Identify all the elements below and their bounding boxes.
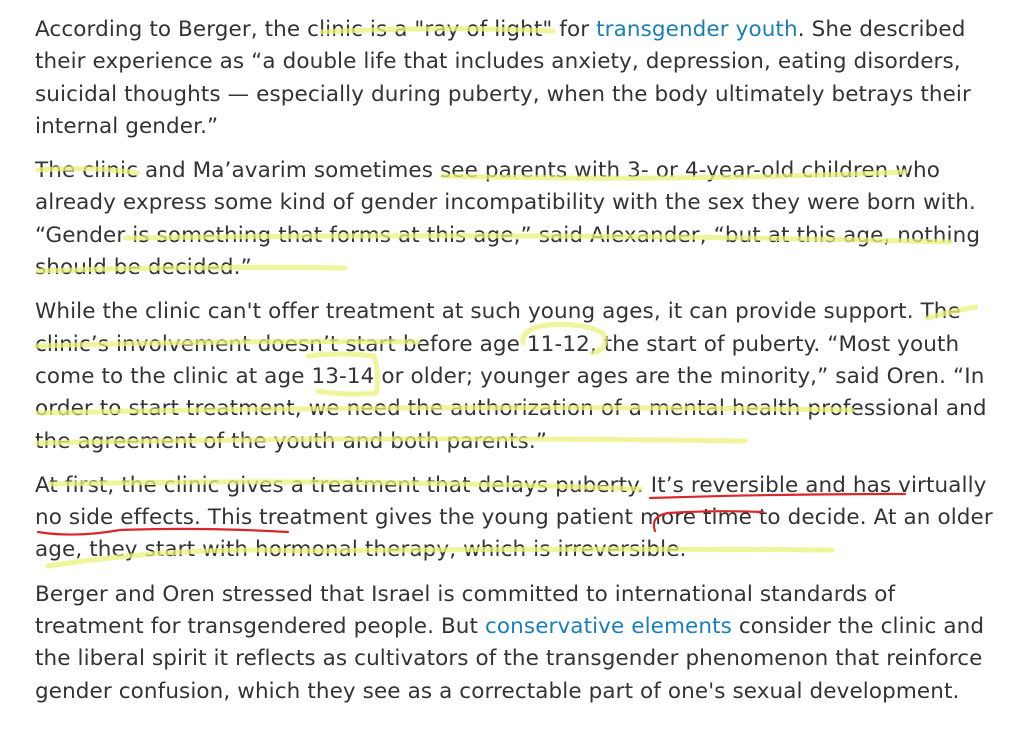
paragraph-4: At first, the clinic gives a treatment that delays puberty. It’s reversible and has virtually no side effects. This treatment gives the young patient more time to decide. At an older age, they start with hormonal therapy, which is irreversible. xyxy=(35,472,993,563)
paragraph-5-text-after: consider the clinic and the liberal spirit it reflects as cultivators of the transgender phenomenon that reinforce gender confusion, which they see as a correctable part of one's sexual development. xyxy=(35,614,985,704)
paragraph-5 xyxy=(35,579,995,708)
paragraph-3: While the clinic can't offer treatment at such young ages, it can provide support. The clinic’s involvement doesn’t start before age 11-12, the start of puberty. “Most youth come to the clinic at age 13-14 or older; younger ages are the minority,” said Oren. “In order to start treatment, we need the authorization of a mental health professional and the agreement of the youth and both parents.” xyxy=(35,299,987,454)
link-transgender-youth[interactable]: transgender youth xyxy=(596,17,798,42)
link-conservative-elements[interactable]: conservative elements xyxy=(485,614,732,640)
article-body xyxy=(35,14,995,720)
paragraph-1-text-before: According to Berger, the clinic is a "ray of light" for xyxy=(35,17,597,42)
paragraph-5-text-before: Berger and Oren stressed that Israel is committed to international standards of treatment for transgendered people. But xyxy=(35,581,896,640)
paragraph-1-text-after: . She described their experience as “a double life that includes anxiety, depression, eating disorders, suicidal thoughts — especially during puberty, when the body ultimately betrays their internal gender.” xyxy=(35,17,971,139)
paragraph-2: The clinic and Ma’avarim sometimes see parents with 3- or 4-year-old children who already express some kind of gender incompatibility with the sex they were born with. “Gender is something that forms at this age,” said Alexander, “but at this age, nothing should be decided.” xyxy=(35,158,981,281)
paragraph-1 xyxy=(35,14,995,143)
